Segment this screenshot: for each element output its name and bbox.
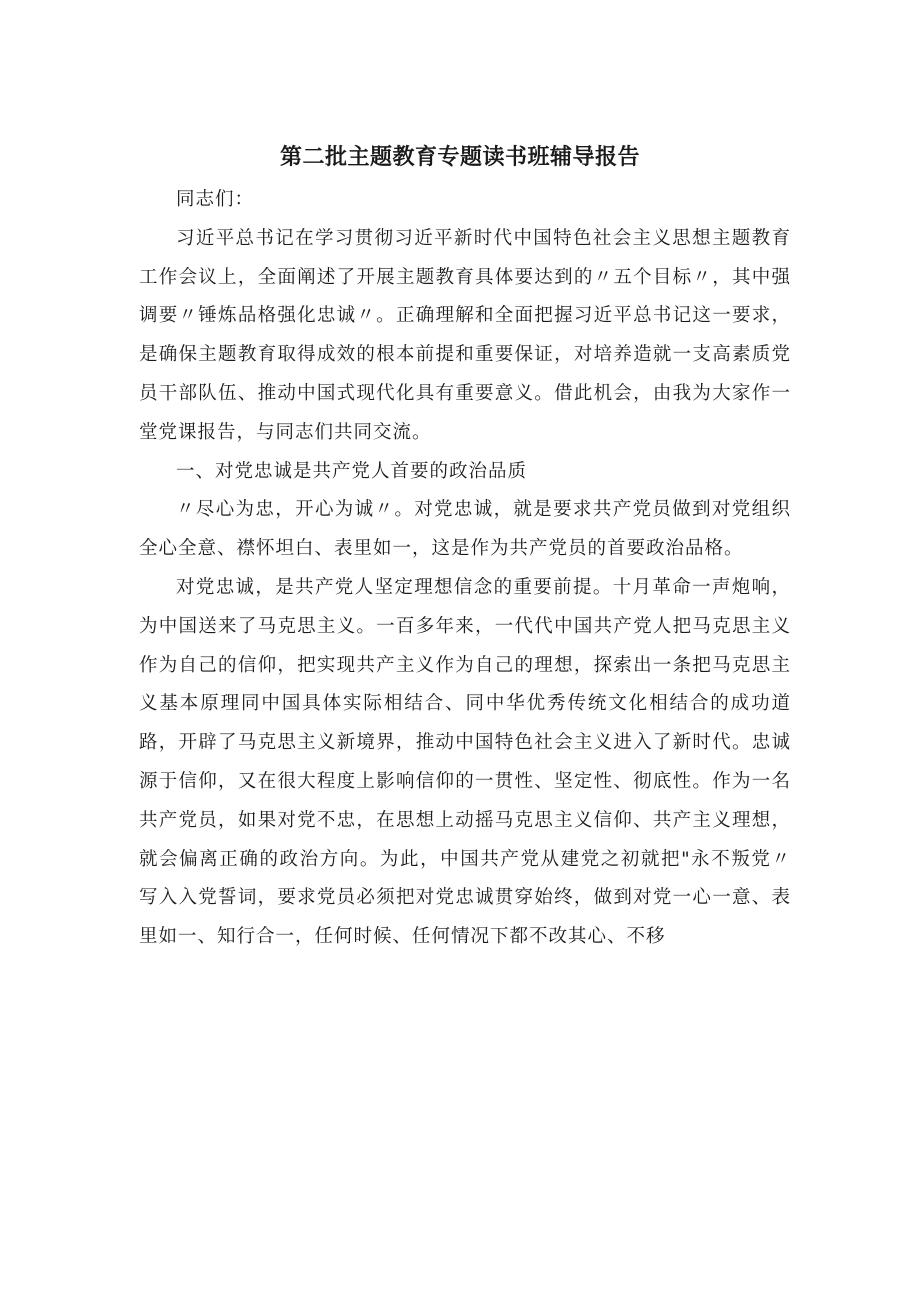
paragraph-loyalty-definition: 〃尽心为忠，开心为诚〃。对党忠诚，就是要求共产党员做到对党组织全心全意、襟怀坦白、表里如一，这是作为共产党员的首要政治品格。	[139, 499, 791, 560]
paragraph-loyalty-belief: 对党忠诚，是共产党人坚定理想信念的重要前提。十月革命一声炮响，为中国送来了马克思主义。一百多年来，一代代中国共产党人把马克思主义作为自己的信仰，把实现共产主义作为自己的理想，探索出一条把马克思主义基本原理同中国具体实际相结合、同中华优秀传统文化相结合的成功道路，开辟了马克思主义新境界，推动中国特色社会主义进入了新时代。忠诚源于信仰，又在很大程度上影响信仰的一贯性、坚定性、彻底性。作为一名共产党员，如果对党不忠，在思想上动摇马克思主义信仰、共产主义理想，就会偏离正确的政治方向。为此，中国共产党从建党之初就把"永不叛党〃写入入党誓词，要求党员必须把对党忠诚贯穿始终，做到对党一心一意、表里如一、知行合一，任何时候、任何情况下都不改其心、不移	[139, 576, 791, 948]
document-body	[139, 181, 791, 957]
paragraph-intro: 习近平总书记在学习贯彻习近平新时代中国特色社会主义思想主题教育工作会议上，全面阐述了开展主题教育具体要达到的〃五个目标〃，其中强调要〃锤炼品格强化忠诚〃。正确理解和全面把握习近平总书记这一要求，是确保主题教育取得成效的根本前提和重要保证，对培养造就一支高素质党员干部队伍、推动中国式现代化具有重要意义。借此机会，由我为大家作一堂党课报告，与同志们共同交流。	[139, 227, 791, 443]
salutation: 同志们：	[176, 189, 255, 210]
document-title: 第二批主题教育专题读书班辅导报告	[279, 145, 640, 170]
section-heading: 一、对党忠诚是共产党人首要的政治品质	[176, 460, 528, 482]
